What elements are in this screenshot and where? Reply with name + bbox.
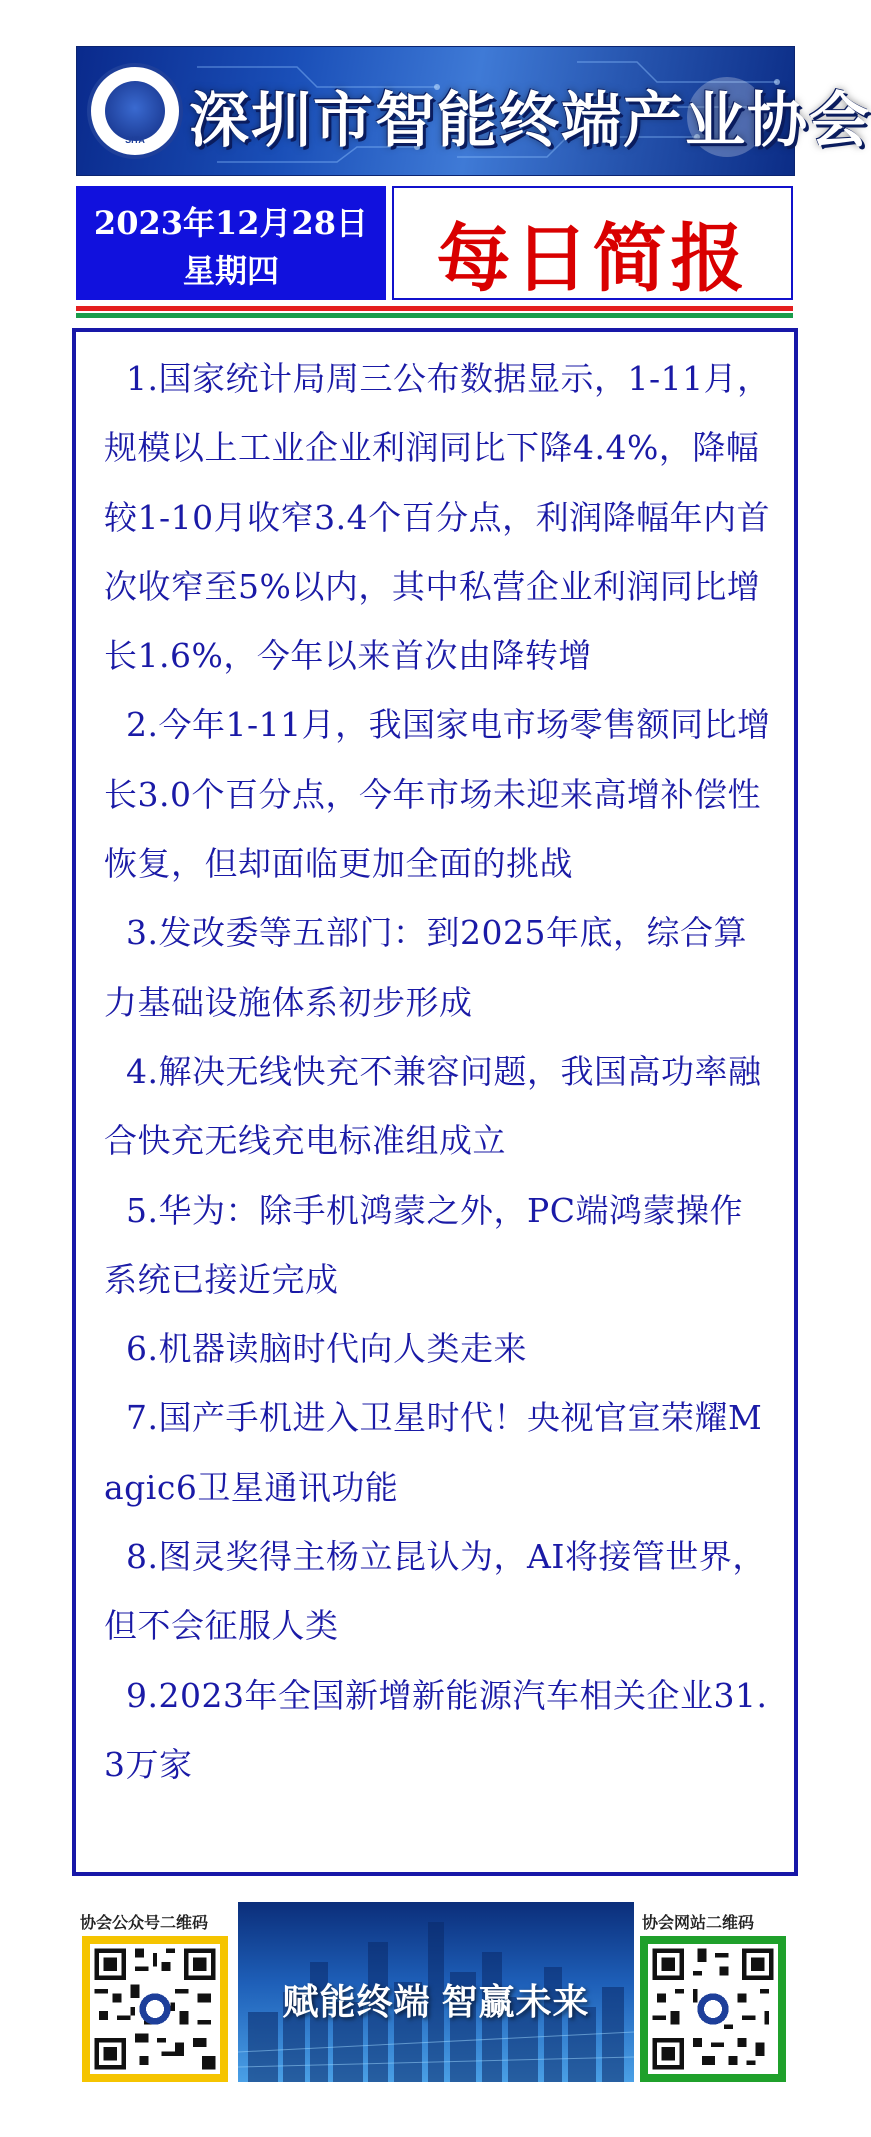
- footer: [76, 1902, 793, 2107]
- logo-emblem-icon: [105, 81, 165, 141]
- website-qr-label: 协会网站二维码: [642, 1915, 755, 1932]
- logo-text: SITA: [125, 135, 145, 145]
- brief-title-box: [392, 186, 793, 300]
- wechat-qr-label: 协会公众号二维码: [80, 1915, 209, 1932]
- news-item-3: 3.发改委等五部门：到2025年底，综合算力基础设施体系初步形成: [104, 913, 747, 1022]
- brief-title: 每日简报: [436, 216, 749, 302]
- news-item-9: 9.2023年全国新增新能源汽车相关企业31.3万家: [104, 1675, 768, 1784]
- qr-code-icon: [648, 1944, 778, 2074]
- news-item-6: 6.机器读脑时代向人类走来: [126, 1329, 527, 1369]
- news-item-7: 7.国产手机进入卫星时代！央视官宣荣耀Magic6卫星通讯功能: [104, 1398, 763, 1507]
- divider-red: [76, 306, 793, 311]
- news-list: [104, 344, 776, 1799]
- date-text: 2023年12月28日: [93, 204, 369, 242]
- news-item-4: 4.解决无线快充不兼容问题，我国高功率融合快充无线充电标准组成立: [104, 1051, 762, 1161]
- qr-code-icon: [90, 1944, 220, 2074]
- news-item-2: 2.今年1-11月，我国家电市场零售额同比增长3.0个百分点，今年市场未迎来高增补偿性恢复，但却面临更加全面的挑战: [104, 705, 771, 884]
- header-banner: [76, 46, 871, 176]
- date-box: [76, 186, 386, 300]
- slogan-banner: [238, 1902, 634, 2082]
- divider-green: [76, 313, 793, 318]
- wechat-qr-code[interactable]: [82, 1936, 228, 2082]
- news-box: [72, 328, 798, 1876]
- weekday-text: 星期四: [182, 252, 279, 290]
- news-item-1: 1.国家统计局周三公布数据显示，1-11月，规模以上工业企业利润同比下降4.4%，降幅较1-10月收窄3.4个百分点，利润降幅年内首次收窄至5%以内，其中私营企业利润同比增长1.6%，今年以来首次由降转增: [104, 359, 771, 676]
- news-item-8: 8.图灵奖得主杨立昆认为，AI将接管世界，但不会征服人类: [104, 1537, 766, 1646]
- slogan-text: 赋能终端 智赢未来: [282, 1981, 590, 2022]
- news-item-5: 5.华为：除手机鸿蒙之外，PC端鸿蒙操作系统已接近完成: [104, 1190, 743, 1299]
- website-qr-code[interactable]: [640, 1936, 786, 2082]
- org-name: 深圳市智能终端产业协会: [189, 86, 871, 156]
- association-logo: [87, 63, 183, 159]
